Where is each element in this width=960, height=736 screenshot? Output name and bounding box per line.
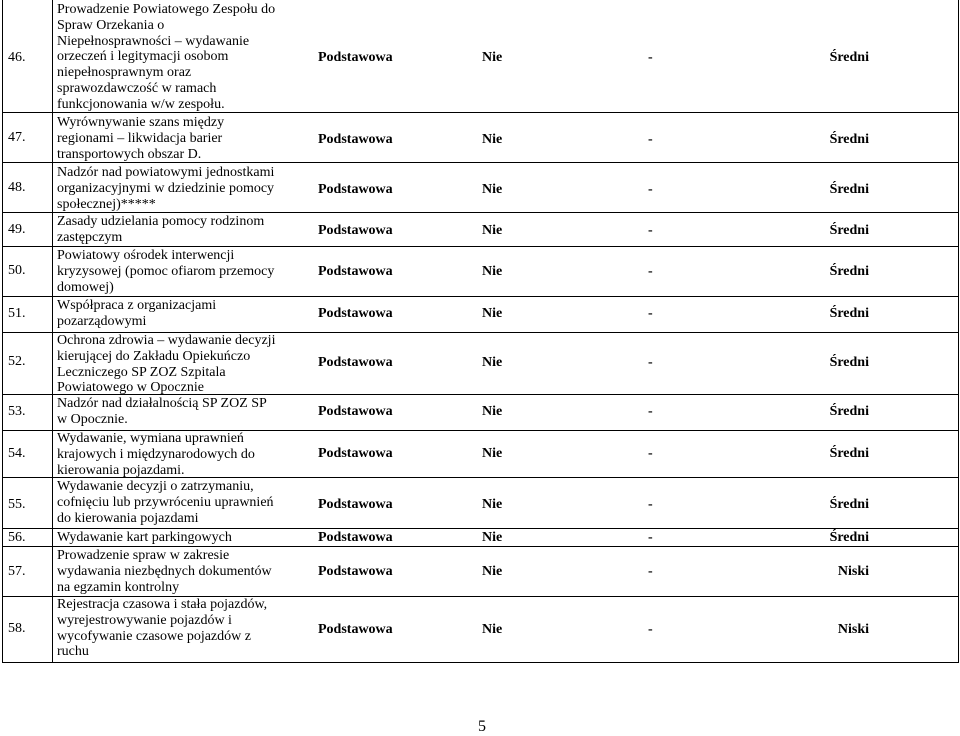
row-divider — [2, 528, 959, 529]
row-description: Nadzór nad działalnością SP ZOZ SP w Opocznie. — [57, 396, 267, 427]
cell-flag: Nie — [482, 132, 503, 147]
row-number: 57. — [8, 564, 26, 579]
row-number: 54. — [8, 446, 26, 461]
row-number: 47. — [8, 130, 26, 145]
cell-level: Średni — [829, 182, 869, 197]
cell-level: Średni — [829, 446, 869, 461]
cell-type: Podstawowa — [318, 264, 393, 279]
cell-flag: Nie — [482, 355, 503, 370]
cell-dash: - — [648, 404, 653, 419]
cell-dash: - — [648, 182, 653, 197]
cell-dash: - — [648, 564, 653, 579]
cell-dash: - — [648, 355, 653, 370]
cell-dash: - — [648, 622, 653, 637]
row-description: Współpraca z organizacjami pozarządowymi — [57, 298, 217, 329]
row-description: Powiatowy ośrodek interwencji kryzysowej (pomoc ofiarom przemocy domowej) — [57, 248, 275, 295]
row-number: 52. — [8, 354, 26, 369]
row-description: Nadzór nad powiatowymi jednostkami organizacyjnymi w dziedzinie pomocy społecznej)***** — [57, 165, 275, 212]
row-number: 58. — [8, 621, 26, 636]
row-number: 56. — [8, 530, 26, 545]
cell-level: Średni — [829, 530, 869, 545]
row-divider — [2, 246, 959, 247]
cell-type: Podstawowa — [318, 404, 393, 419]
cell-flag: Nie — [482, 497, 503, 512]
cell-type: Podstawowa — [318, 564, 393, 579]
row-description: Prowadzenie spraw w zakresie wydawania niezbędnych dokumentów na egzamin kontrolny — [57, 548, 272, 595]
row-description: Ochrona zdrowia – wydawanie decyzji kierującej do Zakładu Opiekuńczo Leczniczego SP ZOZ Szpitala Powiatowego w Opocznie — [57, 333, 276, 396]
cell-dash: - — [648, 497, 653, 512]
cell-type: Podstawowa — [318, 622, 393, 637]
row-description: Prowadzenie Powiatowego Zespołu do Spraw Orzekania o Niepełnosprawności – wydawanie orzeczeń i legitymacji osobom niepełnosprawnym oraz sprawozdawczość w ramach funkcjonowania w/w zespołu. — [57, 2, 276, 112]
cell-flag: Nie — [482, 306, 503, 321]
cell-type: Podstawowa — [318, 306, 393, 321]
cell-level: Średni — [829, 355, 869, 370]
cell-dash: - — [648, 530, 653, 545]
row-number: 46. — [8, 50, 26, 65]
row-description: Wyrównywanie szans między regionami – likwidacja barier transportowych obszar D. — [57, 115, 225, 162]
cell-level: Średni — [829, 50, 869, 65]
row-divider — [2, 296, 959, 297]
cell-flag: Nie — [482, 223, 503, 238]
cell-type: Podstawowa — [318, 530, 393, 545]
cell-dash: - — [648, 50, 653, 65]
cell-flag: Nie — [482, 622, 503, 637]
row-number: 50. — [8, 263, 26, 278]
cell-flag: Nie — [482, 404, 503, 419]
row-description: Wydawanie kart parkingowych — [57, 530, 232, 545]
cell-type: Podstawowa — [318, 223, 393, 238]
cell-dash: - — [648, 132, 653, 147]
cell-dash: - — [648, 446, 653, 461]
cell-dash: - — [648, 223, 653, 238]
row-description: Zasady udzielania pomocy rodzinom zastępczym — [57, 214, 265, 245]
row-number: 51. — [8, 306, 26, 321]
cell-level: Średni — [829, 132, 869, 147]
cell-level: Niski — [837, 564, 869, 579]
row-number: 49. — [8, 222, 26, 237]
cell-level: Niski — [837, 622, 869, 637]
cell-level: Średni — [829, 223, 869, 238]
cell-flag: Nie — [482, 564, 503, 579]
row-divider — [2, 546, 959, 547]
row-number: 55. — [8, 497, 26, 512]
cell-level: Średni — [829, 264, 869, 279]
cell-dash: - — [648, 264, 653, 279]
cell-dash: - — [648, 306, 653, 321]
cell-flag: Nie — [482, 264, 503, 279]
row-number: 48. — [8, 180, 26, 195]
cell-type: Podstawowa — [318, 497, 393, 512]
row-description: Rejestracja czasowa i stała pojazdów, wyrejestrowywanie pojazdów i wycofywanie czasowe pojazdów z ruchu — [57, 597, 268, 660]
row-description: Wydawanie decyzji o zatrzymaniu, cofnięciu lub przywróceniu uprawnień do kierowania pojazdami — [57, 479, 274, 526]
cell-level: Średni — [829, 306, 869, 321]
cell-flag: Nie — [482, 50, 503, 65]
cell-type: Podstawowa — [318, 182, 393, 197]
cell-type: Podstawowa — [318, 50, 393, 65]
cell-level: Średni — [829, 404, 869, 419]
row-number: 53. — [8, 404, 26, 419]
page-number: 5 — [478, 718, 486, 735]
cell-level: Średni — [829, 497, 869, 512]
cell-flag: Nie — [482, 182, 503, 197]
cell-flag: Nie — [482, 446, 503, 461]
table-border-bottom — [2, 662, 959, 663]
cell-flag: Nie — [482, 530, 503, 545]
cell-type: Podstawowa — [318, 355, 393, 370]
row-description: Wydawanie, wymiana uprawnień krajowych i międzynarodowych do kierowania pojazdami. — [57, 431, 255, 478]
cell-type: Podstawowa — [318, 446, 393, 461]
cell-type: Podstawowa — [318, 132, 393, 147]
